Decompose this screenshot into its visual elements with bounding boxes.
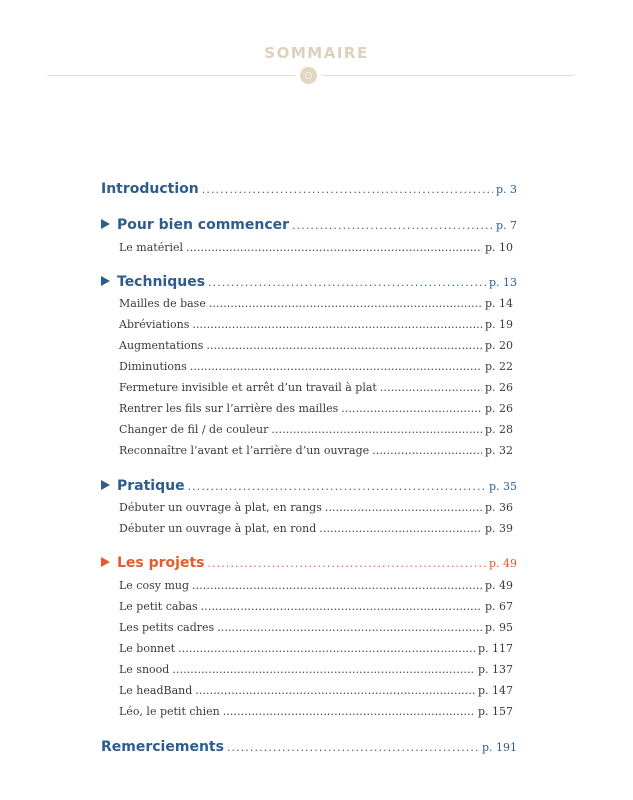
page-number: p. 157 xyxy=(477,705,513,718)
item-label: Fermeture invisible et arrêt d’un travail à plat xyxy=(119,381,377,394)
dot-leader xyxy=(208,555,486,571)
dot-leader xyxy=(372,444,482,457)
toc-item[interactable] xyxy=(119,663,513,676)
toc-entry-introduction[interactable] xyxy=(101,181,517,197)
toc-item[interactable] xyxy=(119,241,513,254)
page-number: p. 67 xyxy=(484,600,513,613)
page-number: p. 49 xyxy=(488,557,517,570)
page-number: p. 147 xyxy=(477,684,513,697)
toc-item[interactable] xyxy=(119,642,513,655)
toc-entry-pratique[interactable] xyxy=(101,478,517,494)
dot-leader xyxy=(223,705,475,718)
item-label: Les petits cadres xyxy=(119,621,215,634)
item-label: Le snood xyxy=(119,663,170,676)
toc-item[interactable] xyxy=(119,360,513,373)
toc-item[interactable] xyxy=(119,318,513,331)
page-number: p. 117 xyxy=(477,642,513,655)
toc-item[interactable] xyxy=(119,600,513,613)
page-number: p. 36 xyxy=(484,501,513,514)
dot-leader xyxy=(271,423,482,436)
section-label: Pratique xyxy=(117,478,185,494)
toc-item[interactable] xyxy=(119,621,513,634)
item-label: Le cosy mug xyxy=(119,579,190,592)
dot-leader xyxy=(188,478,486,494)
item-label: Léo, le petit chien xyxy=(119,705,220,718)
dot-leader xyxy=(195,684,475,697)
toc-entry-les-projets[interactable] xyxy=(101,555,517,571)
item-label: Le headBand xyxy=(119,684,193,697)
page-number: p. 32 xyxy=(484,444,513,457)
dot-leader xyxy=(319,522,482,535)
item-label: Augmentations xyxy=(119,339,204,352)
dot-leader xyxy=(208,274,486,290)
toc-entry-techniques[interactable] xyxy=(101,274,517,290)
page-number: p. 14 xyxy=(484,297,513,310)
section-label: Les projets xyxy=(117,555,205,571)
page-number: p. 20 xyxy=(484,339,513,352)
section-label: Introduction xyxy=(101,181,199,197)
triangle-arrow-icon xyxy=(101,276,110,286)
section-label: Techniques xyxy=(117,274,206,290)
item-label: Mailles de base xyxy=(119,297,206,310)
dot-leader xyxy=(192,579,482,592)
item-label: Le bonnet xyxy=(119,642,176,655)
triangle-arrow-icon xyxy=(101,480,110,490)
dot-leader xyxy=(380,381,482,394)
item-label: Rentrer les fils sur l’arrière des mailles xyxy=(119,402,339,415)
page-number: p. 19 xyxy=(484,318,513,331)
dot-leader xyxy=(178,642,475,655)
dot-leader xyxy=(192,318,482,331)
page-number: p. 22 xyxy=(484,360,513,373)
toc-item[interactable] xyxy=(119,444,513,457)
section-label: Remerciements xyxy=(101,739,224,755)
item-label: Diminutions xyxy=(119,360,187,373)
item-label: Débuter un ouvrage à plat, en rangs xyxy=(119,501,322,514)
dot-leader xyxy=(227,739,479,755)
item-label: Changer de fil / de couleur xyxy=(119,423,269,436)
page-number: p. 3 xyxy=(495,183,517,196)
dot-leader xyxy=(341,402,482,415)
header-rule-right xyxy=(322,75,574,76)
page-number: p. 26 xyxy=(484,381,513,394)
item-label: Le petit cabas xyxy=(119,600,198,613)
page-number: p. 191 xyxy=(481,741,517,754)
toc-item[interactable] xyxy=(119,501,513,514)
item-label: Abréviations xyxy=(119,318,190,331)
toc-item[interactable] xyxy=(119,297,513,310)
dot-leader xyxy=(190,360,482,373)
dot-leader xyxy=(292,217,493,233)
page-header xyxy=(0,0,633,90)
dot-leader xyxy=(209,297,482,310)
page-number: p. 35 xyxy=(488,480,517,493)
item-label: Le matériel xyxy=(119,241,184,254)
toc-item[interactable] xyxy=(119,684,513,697)
page-number: p. 28 xyxy=(484,423,513,436)
page-title: SOMMAIRE xyxy=(264,44,369,62)
toc-item[interactable] xyxy=(119,402,513,415)
dot-leader xyxy=(325,501,482,514)
toc-entry-pour-bien-commencer[interactable] xyxy=(101,217,517,233)
page-number: p. 137 xyxy=(477,663,513,676)
toc-item[interactable] xyxy=(119,705,513,718)
toc-item[interactable] xyxy=(119,522,513,535)
dot-leader xyxy=(202,181,493,197)
toc-item[interactable] xyxy=(119,381,513,394)
item-label: Débuter un ouvrage à plat, en rond xyxy=(119,522,317,535)
triangle-arrow-icon xyxy=(101,557,110,567)
dot-leader xyxy=(186,241,482,254)
dot-leader xyxy=(201,600,482,613)
item-label: Reconnaître l’avant et l’arrière d’un ouvrage xyxy=(119,444,370,457)
dot-leader xyxy=(172,663,475,676)
toc-item[interactable] xyxy=(119,339,513,352)
page-number: p. 7 xyxy=(495,219,517,232)
header-rule-left xyxy=(47,75,296,76)
page-number: p. 26 xyxy=(484,402,513,415)
page-number: p. 10 xyxy=(484,241,513,254)
toc-item[interactable] xyxy=(119,423,513,436)
toc-entry-remerciements[interactable] xyxy=(101,739,517,755)
ornament-icon xyxy=(300,67,317,84)
page-number: p. 39 xyxy=(484,522,513,535)
triangle-arrow-icon xyxy=(101,219,110,229)
section-label: Pour bien commencer xyxy=(117,217,290,233)
toc-item[interactable] xyxy=(119,579,513,592)
page-number: p. 13 xyxy=(488,276,517,289)
dot-leader xyxy=(206,339,482,352)
page-number: p. 49 xyxy=(484,579,513,592)
dot-leader xyxy=(217,621,482,634)
page-number: p. 95 xyxy=(484,621,513,634)
